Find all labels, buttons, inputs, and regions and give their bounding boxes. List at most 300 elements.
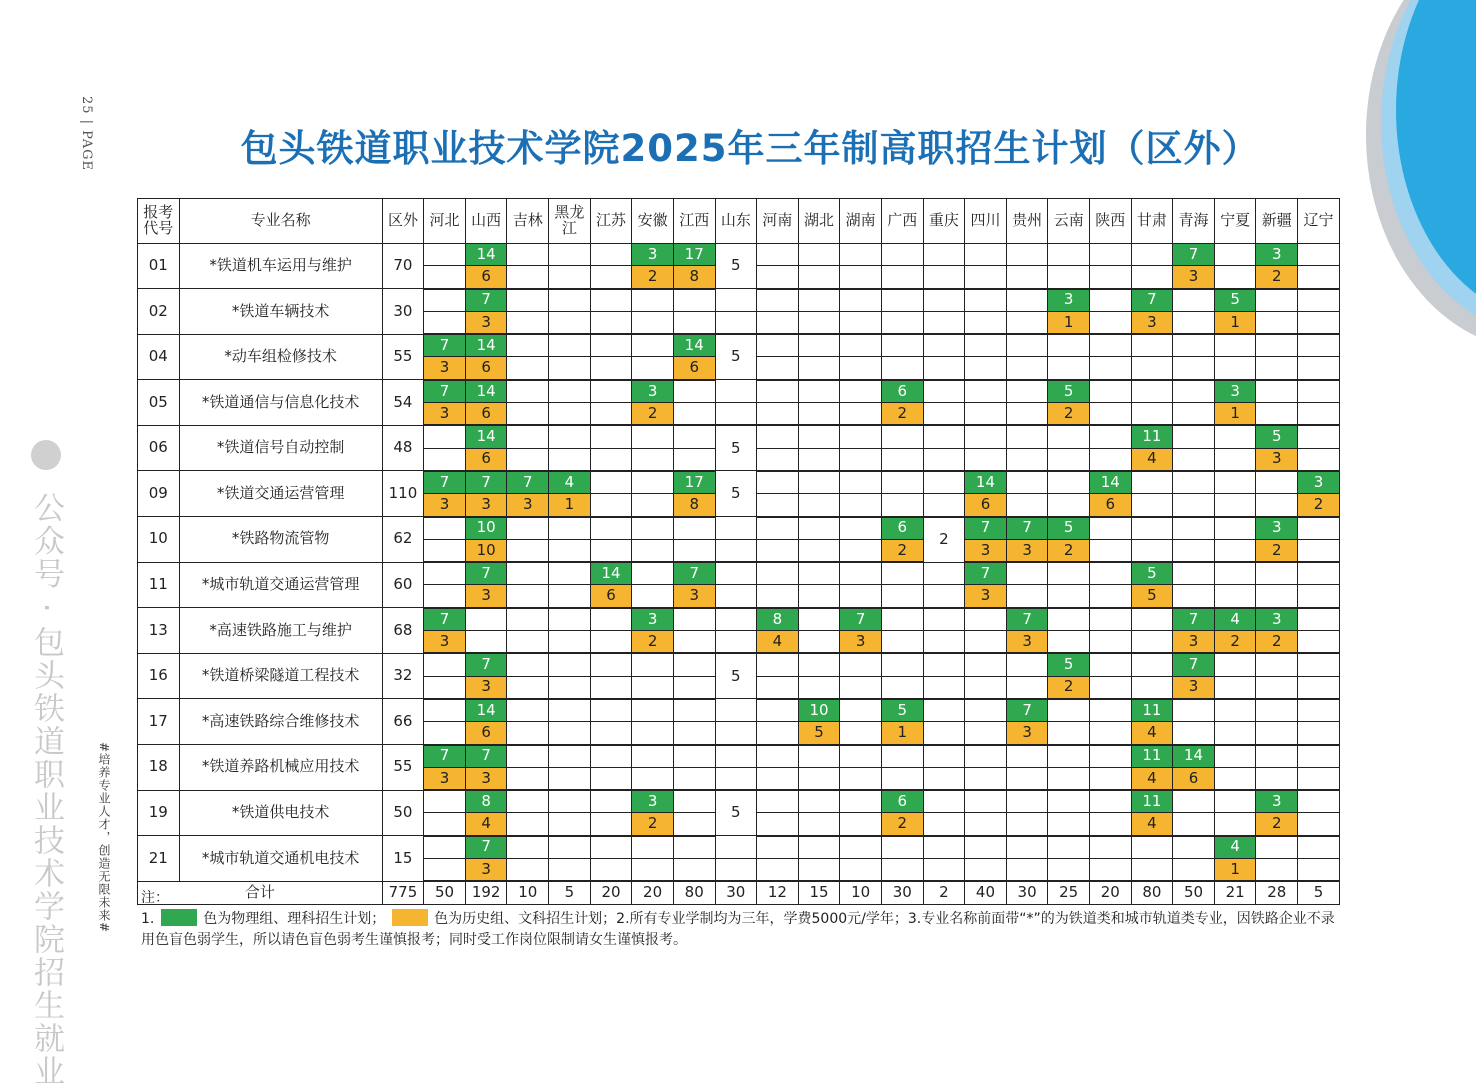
column-header: 青海: [1173, 199, 1215, 244]
plan-cell-arts: 4: [1131, 722, 1173, 745]
plan-cell-empty: [507, 790, 549, 813]
plan-cell-empty: [1214, 334, 1256, 357]
plan-cell-empty: [549, 631, 591, 654]
plan-cell-empty: [840, 859, 882, 882]
plan-cell-science: 17: [673, 244, 715, 266]
plan-cell-empty: [1131, 676, 1173, 699]
column-header: 专业名称: [179, 199, 382, 244]
plan-cell-empty: [798, 289, 840, 312]
plan-cell-empty: [1090, 745, 1132, 768]
plan-cell-empty: [840, 311, 882, 334]
major-total: 70: [382, 244, 424, 289]
plan-cell-empty: [1214, 699, 1256, 722]
plan-cell-empty: [1090, 859, 1132, 882]
plan-cell-empty: [549, 311, 591, 334]
plan-cell-empty: [549, 699, 591, 722]
plan-cell-arts: 4: [465, 813, 507, 836]
plan-cell-empty: [632, 517, 674, 540]
major-code: 04: [138, 334, 180, 380]
plan-cell-arts: 3: [507, 494, 549, 517]
major-code: 19: [138, 790, 180, 836]
major-total: 54: [382, 380, 424, 426]
plan-cell-empty: [1048, 494, 1090, 517]
plan-cell-arts: 2: [632, 266, 674, 289]
sum-cell: 5: [549, 881, 591, 905]
major-code: 01: [138, 244, 180, 289]
plan-cell-empty: [1048, 813, 1090, 836]
plan-cell-empty: [715, 745, 757, 768]
plan-cell-empty: [840, 767, 882, 790]
plan-cell-empty: [757, 676, 799, 699]
plan-cell-empty: [1090, 790, 1132, 813]
plan-cell-empty: [673, 699, 715, 722]
plan-cell-science: 7: [1173, 608, 1215, 631]
plan-cell-empty: [715, 631, 757, 654]
plan-cell-empty: [507, 425, 549, 448]
plan-cell-arts: 2: [881, 813, 923, 836]
plan-cell-empty: [1131, 357, 1173, 380]
plan-cell-empty: [840, 699, 882, 722]
plan-cell-empty: [1048, 745, 1090, 768]
plan-cell-empty: [1131, 836, 1173, 859]
column-header: 江西: [673, 199, 715, 244]
notes-body: [141, 909, 1341, 951]
plan-cell-empty: [1090, 653, 1132, 676]
plan-cell-empty: [549, 403, 591, 426]
plan-cell-empty: [632, 745, 674, 768]
plan-cell-empty: [549, 334, 591, 357]
plan-cell-empty: [798, 357, 840, 380]
plan-cell-empty: [1131, 380, 1173, 403]
plan-cell-empty: [1214, 676, 1256, 699]
plan-cell-empty: [1006, 244, 1048, 266]
plan-cell-empty: [1006, 494, 1048, 517]
plan-cell-empty: [881, 494, 923, 517]
notes-green-text: 色为物理组、理科招生计划；: [203, 911, 386, 927]
plan-cell-empty: [424, 676, 466, 699]
plan-cell-empty: [1214, 653, 1256, 676]
plan-cell-empty: [549, 722, 591, 745]
plan-cell-science: 5: [1131, 562, 1173, 585]
plan-cell-empty: [1048, 767, 1090, 790]
sum-cell: 5: [1298, 881, 1340, 905]
plan-cell-combined: 5: [715, 790, 757, 836]
plan-cell-empty: [1006, 813, 1048, 836]
sum-cell: 50: [1173, 881, 1215, 905]
plan-cell-empty: [881, 631, 923, 654]
major-total: 68: [382, 608, 424, 654]
plan-cell-science: 3: [632, 244, 674, 266]
plan-cell-combined: 5: [715, 334, 757, 380]
plan-cell-empty: [1298, 380, 1340, 403]
plan-cell-empty: [1256, 653, 1298, 676]
plan-cell-science: 7: [424, 471, 466, 494]
plan-cell-arts: 2: [1256, 813, 1298, 836]
plan-cell-empty: [965, 380, 1007, 403]
plan-cell-empty: [1298, 448, 1340, 471]
major-code: 18: [138, 745, 180, 791]
plan-cell-empty: [1298, 244, 1340, 266]
plan-cell-science: 4: [1214, 836, 1256, 859]
plan-cell-empty: [424, 289, 466, 312]
plan-cell-science: 7: [424, 334, 466, 357]
plan-cell-empty: [590, 539, 632, 562]
plan-cell-empty: [965, 653, 1007, 676]
plan-cell-empty: [840, 745, 882, 768]
plan-cell-empty: [590, 813, 632, 836]
plan-cell-arts: 2: [1048, 539, 1090, 562]
plan-cell-empty: [923, 653, 965, 676]
plan-cell-empty: [881, 357, 923, 380]
major-name: *铁路物流管物: [179, 517, 382, 563]
plan-cell-empty: [1090, 722, 1132, 745]
plan-cell-empty: [549, 585, 591, 608]
column-header: 河北: [424, 199, 466, 244]
plan-cell-empty: [590, 767, 632, 790]
plan-cell-science: 3: [1256, 608, 1298, 631]
plan-cell-empty: [840, 244, 882, 266]
plan-cell-empty: [1256, 471, 1298, 494]
plan-cell-empty: [549, 790, 591, 813]
plan-cell-empty: [798, 403, 840, 426]
plan-cell-empty: [1298, 699, 1340, 722]
plan-cell-arts: 2: [632, 631, 674, 654]
plan-cell-empty: [1214, 448, 1256, 471]
table-row: [138, 289, 1340, 312]
plan-cell-empty: [673, 403, 715, 426]
plan-cell-empty: [840, 813, 882, 836]
major-total: 15: [382, 836, 424, 882]
plan-cell-empty: [632, 494, 674, 517]
plan-cell-empty: [1090, 813, 1132, 836]
plan-cell-empty: [965, 631, 1007, 654]
plan-cell-arts: 6: [465, 722, 507, 745]
plan-cell-empty: [549, 608, 591, 631]
plan-cell-empty: [715, 539, 757, 562]
plan-cell-empty: [1256, 859, 1298, 882]
plan-cell-empty: [1090, 403, 1132, 426]
plan-cell-arts: 2: [1048, 676, 1090, 699]
plan-cell-empty: [757, 357, 799, 380]
plan-cell-empty: [881, 745, 923, 768]
sum-cell: 775: [382, 881, 424, 905]
sum-cell: 80: [673, 881, 715, 905]
plan-cell-empty: [632, 836, 674, 859]
plan-cell-empty: [965, 311, 1007, 334]
column-header: 新疆: [1256, 199, 1298, 244]
major-code: 21: [138, 836, 180, 882]
plan-cell-empty: [965, 334, 1007, 357]
major-name: *铁道机车运用与维护: [179, 244, 382, 289]
plan-cell-empty: [798, 562, 840, 585]
plan-cell-empty: [507, 745, 549, 768]
table-row: [138, 608, 1340, 631]
plan-cell-empty: [632, 334, 674, 357]
plan-cell-empty: [757, 699, 799, 722]
plan-cell-empty: [673, 790, 715, 813]
major-total: 32: [382, 653, 424, 699]
plan-cell-empty: [1048, 562, 1090, 585]
plan-cell-empty: [798, 790, 840, 813]
plan-cell-arts: 3: [965, 539, 1007, 562]
plan-cell-empty: [840, 790, 882, 813]
plan-cell-empty: [757, 403, 799, 426]
plan-cell-science: 14: [965, 471, 1007, 494]
plan-cell-empty: [923, 380, 965, 403]
plan-cell-empty: [757, 790, 799, 813]
plan-cell-empty: [840, 539, 882, 562]
plan-cell-empty: [549, 836, 591, 859]
plan-cell-empty: [590, 859, 632, 882]
plan-cell-empty: [1006, 311, 1048, 334]
major-name: *铁道车辆技术: [179, 289, 382, 335]
table-row: [138, 244, 1340, 266]
plan-cell-empty: [923, 266, 965, 289]
column-header: 甘肃: [1131, 199, 1173, 244]
sum-cell: 10: [840, 881, 882, 905]
plan-cell-science: 11: [1131, 745, 1173, 768]
plan-cell-science: 3: [632, 790, 674, 813]
plan-cell-science: 3: [1256, 244, 1298, 266]
plan-cell-arts: 3: [424, 494, 466, 517]
plan-cell-empty: [632, 357, 674, 380]
column-header: 辽宁: [1298, 199, 1340, 244]
plan-cell-arts: 6: [1090, 494, 1132, 517]
plan-cell-empty: [757, 836, 799, 859]
plan-cell-empty: [507, 859, 549, 882]
plan-cell-empty: [798, 836, 840, 859]
major-code: 06: [138, 425, 180, 471]
major-total: 60: [382, 562, 424, 608]
plan-cell-empty: [1298, 608, 1340, 631]
plan-cell-empty: [1256, 676, 1298, 699]
plan-cell-empty: [965, 425, 1007, 448]
plan-cell-arts: 6: [965, 494, 1007, 517]
plan-cell-empty: [923, 767, 965, 790]
plan-cell-empty: [1006, 471, 1048, 494]
plan-cell-empty: [715, 403, 757, 426]
plan-cell-empty: [1090, 539, 1132, 562]
plan-cell-empty: [840, 334, 882, 357]
plan-cell-empty: [673, 517, 715, 540]
plan-cell-science: 14: [1090, 471, 1132, 494]
plan-cell-empty: [1131, 266, 1173, 289]
sum-cell: 21: [1214, 881, 1256, 905]
major-name: *铁道桥梁隧道工程技术: [179, 653, 382, 699]
plan-cell-empty: [590, 403, 632, 426]
plan-cell-empty: [1006, 448, 1048, 471]
plan-cell-empty: [590, 425, 632, 448]
plan-cell-arts: 3: [424, 631, 466, 654]
plan-cell-arts: 6: [465, 448, 507, 471]
plan-cell-empty: [798, 767, 840, 790]
plan-cell-empty: [632, 653, 674, 676]
plan-cell-science: 11: [1131, 699, 1173, 722]
slogan: #培养专业人才，创造无限未来#: [97, 742, 111, 934]
plan-cell-empty: [757, 585, 799, 608]
plan-cell-empty: [673, 631, 715, 654]
plan-cell-empty: [673, 767, 715, 790]
plan-cell-empty: [1090, 676, 1132, 699]
plan-cell-empty: [549, 676, 591, 699]
plan-cell-empty: [840, 676, 882, 699]
plan-cell-empty: [1256, 722, 1298, 745]
column-header: 重庆: [923, 199, 965, 244]
plan-cell-empty: [840, 722, 882, 745]
major-code: 10: [138, 517, 180, 563]
plan-cell-empty: [1173, 790, 1215, 813]
plan-cell-empty: [840, 289, 882, 312]
notes-orange-text: 色为历史组、文科招生计划；2.所有专业学制均为三年，学费5000元/学年；3.专业名称前面带“*”的为铁道类和城市轨道类专业，因铁路企业不录用色盲色弱学生，所以请色盲色弱考生谨慎报考；同时受工作岗位限制请女生谨慎报考。: [141, 911, 1335, 948]
plan-cell-empty: [1131, 859, 1173, 882]
plan-cell-empty: [757, 425, 799, 448]
plan-cell-science: 11: [1131, 425, 1173, 448]
plan-cell-empty: [840, 266, 882, 289]
plan-cell-empty: [507, 631, 549, 654]
sum-cell: 28: [1256, 881, 1298, 905]
plan-cell-science: 14: [465, 244, 507, 266]
plan-cell-empty: [1131, 244, 1173, 266]
plan-cell-empty: [1006, 266, 1048, 289]
plan-cell-empty: [1214, 767, 1256, 790]
plan-cell-empty: [757, 813, 799, 836]
plan-cell-empty: [1214, 562, 1256, 585]
plan-cell-empty: [965, 699, 1007, 722]
plan-cell-empty: [1214, 425, 1256, 448]
plan-cell-empty: [1048, 608, 1090, 631]
plan-cell-empty: [798, 448, 840, 471]
plan-cell-empty: [590, 790, 632, 813]
plan-cell-arts: 5: [1131, 585, 1173, 608]
plan-cell-arts: 2: [881, 539, 923, 562]
plan-cell-empty: [1006, 562, 1048, 585]
plan-cell-empty: [590, 722, 632, 745]
major-code: 17: [138, 699, 180, 745]
plan-cell-empty: [1298, 745, 1340, 768]
plan-cell-science: 3: [1256, 790, 1298, 813]
plan-cell-empty: [715, 699, 757, 722]
column-header: 湖北: [798, 199, 840, 244]
plan-cell-empty: [1006, 653, 1048, 676]
plan-cell-empty: [840, 448, 882, 471]
plan-cell-empty: [965, 836, 1007, 859]
plan-cell-empty: [424, 813, 466, 836]
major-name: *高速铁路施工与维护: [179, 608, 382, 654]
plan-cell-empty: [424, 311, 466, 334]
plan-cell-empty: [507, 380, 549, 403]
plan-cell-empty: [1131, 608, 1173, 631]
column-header: 云南: [1048, 199, 1090, 244]
table-row: [138, 745, 1340, 768]
plan-cell-empty: [1298, 722, 1340, 745]
plan-cell-empty: [632, 425, 674, 448]
plan-cell-empty: [673, 448, 715, 471]
plan-cell-empty: [590, 676, 632, 699]
column-header: 安徽: [632, 199, 674, 244]
plan-cell-empty: [507, 311, 549, 334]
plan-cell-empty: [549, 357, 591, 380]
plan-cell-science: 11: [1131, 790, 1173, 813]
major-name: *铁道供电技术: [179, 790, 382, 836]
sum-cell: 80: [1131, 881, 1173, 905]
notes-label: 注：: [141, 890, 169, 906]
plan-cell-empty: [1090, 380, 1132, 403]
plan-cell-empty: [798, 676, 840, 699]
plan-cell-arts: 2: [881, 403, 923, 426]
plan-cell-arts: 2: [1256, 539, 1298, 562]
plan-cell-empty: [1090, 699, 1132, 722]
plan-cell-arts: 8: [673, 266, 715, 289]
plan-cell-empty: [923, 244, 965, 266]
plan-cell-science: 4: [549, 471, 591, 494]
major-name: *铁道通信与信息化技术: [179, 380, 382, 426]
column-header: 黑龙江: [549, 199, 591, 244]
plan-cell-empty: [424, 699, 466, 722]
plan-cell-empty: [632, 699, 674, 722]
plan-cell-empty: [923, 562, 965, 585]
plan-cell-empty: [715, 380, 757, 403]
plan-cell-empty: [715, 836, 757, 859]
sum-cell: 12: [757, 881, 799, 905]
plan-cell-science: 7: [465, 289, 507, 312]
plan-cell-empty: [590, 357, 632, 380]
plan-cell-combined: 5: [715, 425, 757, 471]
plan-cell-empty: [632, 448, 674, 471]
plan-cell-empty: [798, 631, 840, 654]
plan-cell-empty: [881, 653, 923, 676]
plan-cell-empty: [465, 608, 507, 631]
plan-cell-science: 14: [1173, 745, 1215, 768]
plan-cell-empty: [840, 425, 882, 448]
plan-cell-empty: [923, 357, 965, 380]
plan-cell-empty: [1214, 585, 1256, 608]
plan-cell-empty: [1048, 357, 1090, 380]
plan-cell-science: 7: [1173, 244, 1215, 266]
plan-cell-empty: [715, 608, 757, 631]
plan-cell-empty: [923, 676, 965, 699]
plan-cell-combined: 5: [715, 244, 757, 289]
plan-cell-empty: [1131, 539, 1173, 562]
plan-cell-science: 14: [465, 334, 507, 357]
plan-cell-empty: [798, 471, 840, 494]
plan-cell-empty: [1090, 357, 1132, 380]
plan-cell-arts: 5: [798, 722, 840, 745]
plan-cell-empty: [757, 311, 799, 334]
plan-cell-empty: [923, 745, 965, 768]
sum-cell: 15: [798, 881, 840, 905]
plan-cell-arts: 3: [1173, 266, 1215, 289]
plan-cell-empty: [757, 767, 799, 790]
plan-cell-empty: [881, 289, 923, 312]
plan-cell-arts: 6: [465, 403, 507, 426]
sum-cell: 2: [923, 881, 965, 905]
plan-cell-empty: [590, 517, 632, 540]
column-header: 宁夏: [1214, 199, 1256, 244]
plan-cell-empty: [715, 722, 757, 745]
plan-cell-empty: [1090, 562, 1132, 585]
sum-cell: 50: [424, 881, 466, 905]
plan-cell-arts: 8: [673, 494, 715, 517]
plan-cell-science: 17: [673, 471, 715, 494]
plan-cell-empty: [632, 722, 674, 745]
plan-cell-empty: [965, 608, 1007, 631]
plan-cell-science: 7: [1131, 289, 1173, 312]
plan-cell-science: 5: [1214, 289, 1256, 312]
plan-cell-empty: [923, 311, 965, 334]
plan-cell-empty: [590, 608, 632, 631]
plan-cell-empty: [590, 334, 632, 357]
plan-cell-empty: [673, 859, 715, 882]
